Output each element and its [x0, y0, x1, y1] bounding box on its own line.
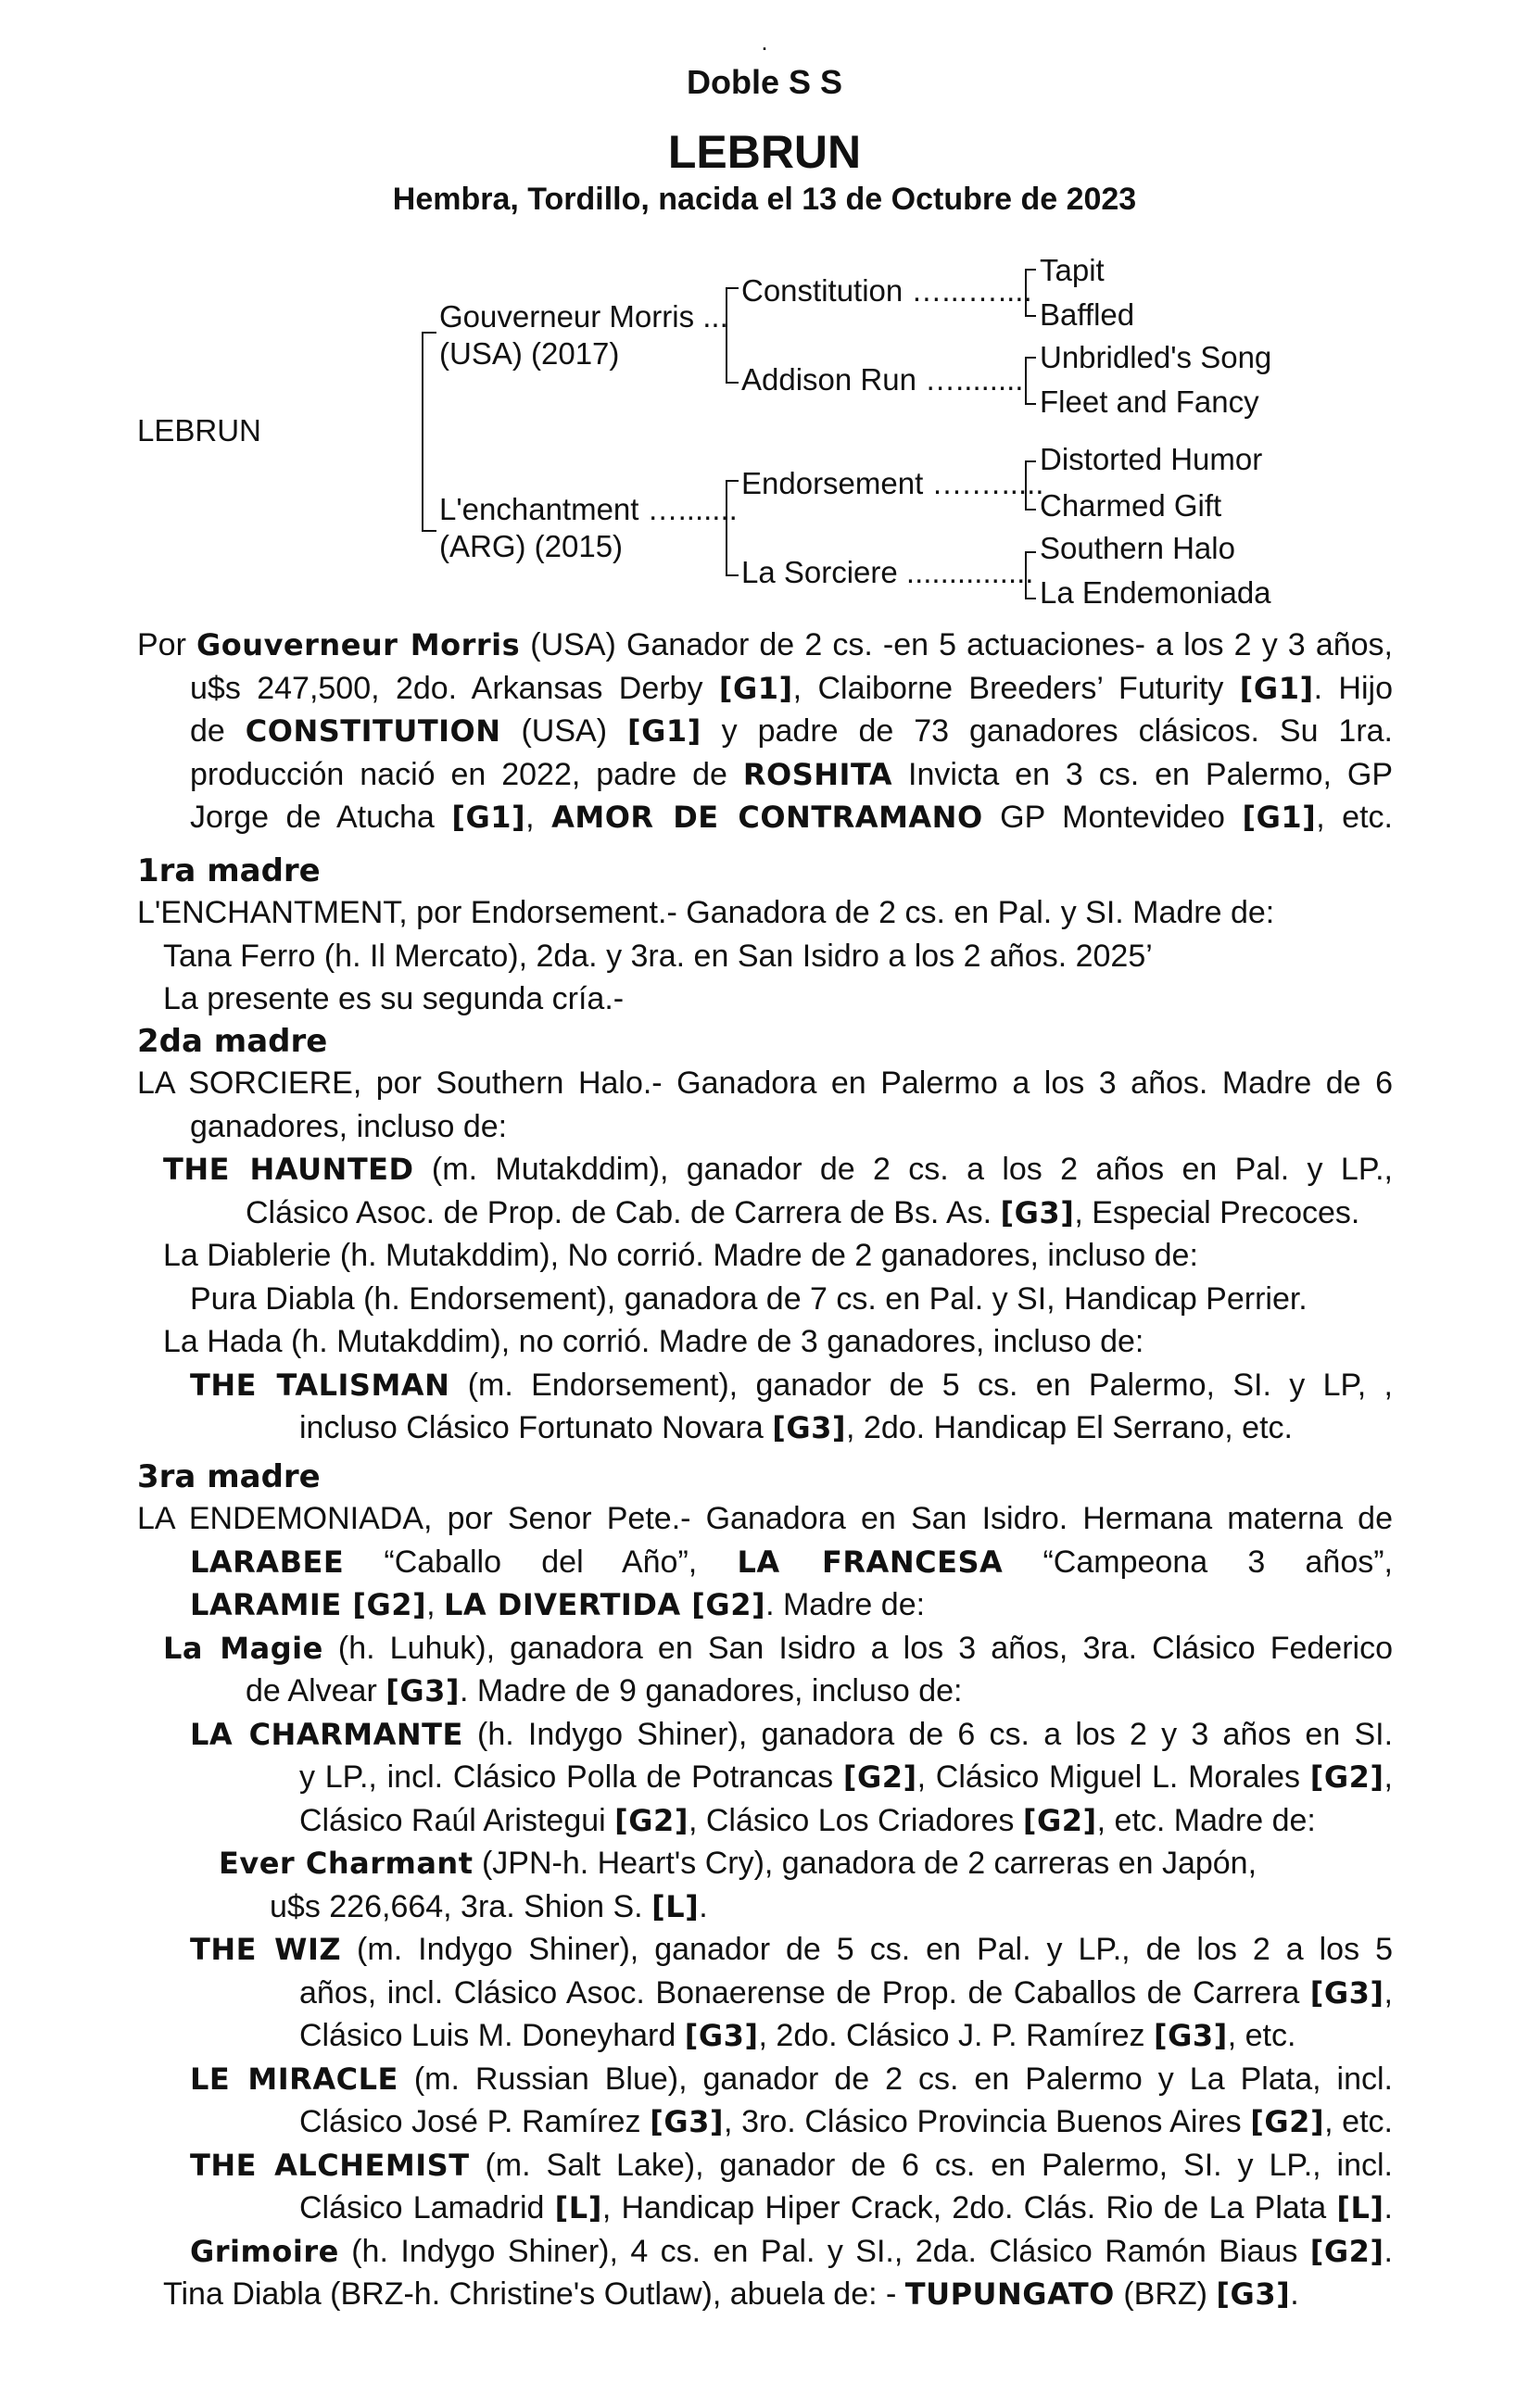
- text: Clásico Luis M. Doneyhard: [299, 2018, 685, 2053]
- text-line: ganadores, incluso de:: [190, 1108, 508, 1144]
- offspring-bold: La Magie: [163, 1630, 323, 1666]
- sire-paragraph: [137, 624, 1393, 839]
- offspring-bold: THE WIZ: [190, 1932, 342, 1967]
- text: , Claiborne Breeders’ Futurity: [792, 670, 1240, 706]
- text: Clásico Asoc. de Prop. de Cab. de Carrera de Bs. As.: [246, 1194, 1001, 1230]
- pedigree-dam: L'enchantment ….......: [439, 492, 738, 526]
- text: (h. Indygo Shiner), ganadora de 6 cs. a los 2 y 3 años en SI.: [462, 1716, 1393, 1752]
- second-dam-section: [137, 1062, 1393, 1450]
- text-line: LA SORCIERE, por Southern Halo.- Ganadora en Palermo a los 3 años. Madre de 6: [137, 1065, 1393, 1101]
- text-line: L'ENCHANTMENT, por Endorsement.- Ganadora de 2 cs. en Pal. y SI. Madre de:: [137, 895, 1275, 930]
- grade-badge: [G3]: [1153, 2018, 1228, 2053]
- text: u$s 247,500, 2do. Arkansas Derby: [190, 670, 719, 706]
- sire-name-bold: Gouverneur Morris: [196, 627, 521, 662]
- text: (h. Indygo Shiner), 4 cs. en Pal. y SI., 2da. Clásico Ramón Biaus: [338, 2233, 1310, 2269]
- relative-bold: LARABEE: [190, 1544, 345, 1580]
- text: .: [699, 1888, 708, 1924]
- text: .: [1290, 2276, 1299, 2312]
- text: Clásico Raúl Aristegui: [299, 1802, 615, 1838]
- text-line: La presente es su segunda cría.-: [163, 981, 625, 1016]
- bracket-gen3-3: [1025, 460, 1036, 511]
- grade-badge: [G1]: [718, 670, 793, 706]
- pedigree-g2: Baffled: [1040, 297, 1135, 332]
- text: Invicta en 3 cs. en Palermo, GP: [892, 756, 1393, 792]
- text: años, incl. Clásico Asoc. Bonaerense de Prop. de Caballos de Carrera: [299, 1974, 1310, 2011]
- pedigree-sire-sire: Constitution …...…....: [741, 273, 1032, 308]
- text: ,: [1384, 1759, 1393, 1795]
- offspring-bold: AMOR DE CONTRAMANO: [551, 800, 983, 835]
- text: , etc. Madre de:: [1096, 1802, 1316, 1838]
- pedigree-dam-sire: Endorsement ….….....: [741, 466, 1044, 500]
- grade-badge: [G1]: [626, 713, 701, 749]
- text: Por: [137, 627, 197, 662]
- text: . Madre de:: [765, 1587, 926, 1622]
- text: “Caballo del Año”,: [344, 1544, 738, 1580]
- text: (m. Mutakddim), ganador de 2 cs. a los 2 años en Pal. y LP.,: [413, 1152, 1393, 1187]
- header-dot: .: [761, 28, 768, 56]
- text-line: LA ENDEMONIADA, por Senor Pete.- Ganadora en San Isidro. Hermana materna de: [137, 1501, 1393, 1536]
- pedigree-sire-origin: (USA) (2017): [439, 336, 620, 371]
- pedigree-dam-dam: La Sorciere ...............: [741, 555, 1034, 589]
- pedigree-g7: Southern Halo: [1040, 531, 1235, 565]
- grade-badge: [G3]: [385, 1673, 460, 1708]
- grade-badge: [G1]: [1242, 800, 1317, 835]
- text: ,: [525, 800, 552, 835]
- text: producción nació en 2022, padre de: [190, 756, 743, 792]
- offspring-bold: Grimoire: [190, 2233, 339, 2269]
- text: Jorge de Atucha: [190, 800, 452, 835]
- text: (BRZ): [1114, 2276, 1217, 2312]
- text: , etc.: [1227, 2018, 1296, 2053]
- offspring-bold: Ever Charmant: [219, 1846, 474, 1881]
- text: .: [1384, 2233, 1393, 2269]
- second-dam-heading: 2da madre: [137, 1023, 328, 1060]
- grade-badge: [L]: [1336, 2190, 1384, 2225]
- text: (m. Endorsement), ganador de 5 cs. en Palermo, SI. y LP, ,: [449, 1367, 1393, 1403]
- pedigree-subject: LEBRUN: [137, 413, 261, 448]
- text: GP Montevideo: [982, 800, 1243, 835]
- bracket-gen3-4: [1025, 551, 1036, 599]
- text: , Especial Precoces.: [1074, 1194, 1360, 1230]
- text: (m. Indygo Shiner), ganador de 5 cs. en Pal. y LP., de los 2 a los 5: [341, 1932, 1393, 1967]
- text: Clásico José P. Ramírez: [299, 2104, 651, 2139]
- bracket-gen3-1: [1025, 269, 1036, 317]
- text: ,: [426, 1587, 444, 1622]
- bracket-dam: [726, 480, 739, 576]
- text-line: La Diablerie (h. Mutakddim), No corrió. Madre de 2 ganadores, incluso de:: [163, 1238, 1198, 1273]
- horse-description: Hembra, Tordillo, nacida el 13 de Octubre de 2023: [392, 182, 1137, 217]
- text: (m. Salt Lake), ganador de 6 cs. en Palermo, SI. y LP., incl.: [469, 2147, 1393, 2183]
- text: . Hijo: [1313, 670, 1393, 706]
- pedigree-g6: Charmed Gift: [1040, 488, 1222, 523]
- grade-badge: [G1]: [451, 800, 526, 835]
- offspring-bold: ROSHITA: [742, 756, 893, 792]
- pedigree-g1: Tapit: [1040, 253, 1105, 287]
- pedigree-g3: Unbridled's Song: [1040, 340, 1272, 374]
- text: (m. Russian Blue), ganador de 2 cs. en Palermo y La Plata, incl.: [398, 2061, 1393, 2097]
- sire-sire-bold: CONSTITUTION: [245, 713, 501, 749]
- text: , 3ro. Clásico Provincia Buenos Aires: [723, 2104, 1251, 2139]
- text: Clásico Lamadrid: [299, 2190, 555, 2225]
- bracket-gen3-2: [1025, 357, 1036, 405]
- relative-bold: LA FRANCESA: [737, 1544, 1004, 1580]
- grade-badge: [G3]: [1000, 1194, 1075, 1230]
- pedigree-sire: Gouverneur Morris ...: [439, 299, 728, 334]
- text-line: Pura Diabla (h. Endorsement), ganadora de 7 cs. en Pal. y SI, Handicap Perrier.: [190, 1280, 1308, 1317]
- text: , 2do. Handicap El Serrano, etc.: [846, 1410, 1293, 1445]
- horse-name-title: LEBRUN: [667, 126, 862, 178]
- text: y LP., incl. Clásico Polla de Potrancas: [299, 1759, 843, 1795]
- grade-badge: [G2]: [1309, 2233, 1384, 2269]
- third-dam-heading: 3ra madre: [137, 1458, 321, 1495]
- first-dam-section: [137, 891, 1393, 1021]
- pedigree-g8: La Endemoniada: [1040, 575, 1271, 610]
- grade-badge: [G3]: [1216, 2276, 1291, 2312]
- text-line: La Hada (h. Mutakddim), no corrió. Madre de 3 ganadores, incluso de:: [163, 1324, 1144, 1359]
- grade-badge: [G3]: [650, 2104, 724, 2139]
- text: incluso Clásico Fortunato Novara: [299, 1410, 773, 1445]
- text: Tina Diabla (BRZ-h. Christine's Outlaw), abuela de: -: [163, 2276, 905, 2312]
- grade-badge: [L]: [651, 1888, 700, 1924]
- text: “Campeona 3 años”,: [1003, 1544, 1393, 1580]
- text: (USA) Ganador de 2 cs. -en 5 actuaciones- a los 2 y 3 años,: [520, 627, 1393, 662]
- pedigree-g4: Fleet and Fancy: [1040, 385, 1259, 419]
- grade-badge: [G3]: [1309, 1974, 1384, 2011]
- text: , Handicap Hiper Crack, 2do. Clás. Rio de La Plata: [601, 2190, 1337, 2225]
- offspring-bold: TUPUNGATO: [904, 2276, 1115, 2312]
- offspring-bold: THE HAUNTED: [163, 1152, 414, 1187]
- grade-badge: [G3]: [772, 1410, 847, 1445]
- text: de Alvear: [246, 1673, 386, 1708]
- first-dam-heading: 1ra madre: [137, 852, 321, 889]
- offspring-bold: THE ALCHEMIST: [190, 2147, 470, 2183]
- grade-badge: [G2]: [1022, 1802, 1097, 1838]
- relative-bold: LARAMIE [G2]: [190, 1587, 427, 1622]
- text: u$s 226,664, 3ra. Shion S.: [270, 1888, 652, 1924]
- stud-name: Doble S S: [686, 63, 843, 101]
- grade-badge: [L]: [554, 2190, 602, 2225]
- third-dam-section: [137, 1497, 1393, 2316]
- text: (JPN-h. Heart's Cry), ganadora de 2 carreras en Japón,: [473, 1846, 1257, 1881]
- bracket-sire: [726, 287, 739, 384]
- pedigree-sire-dam: Addison Run …........: [741, 362, 1024, 397]
- text-line: Tana Ferro (h. Il Mercato), 2da. y 3ra. en San Isidro a los 2 años. 2025’: [163, 938, 1153, 974]
- offspring-bold: THE TALISMAN: [190, 1367, 450, 1403]
- text: . Madre de 9 ganadores, incluso de:: [460, 1673, 963, 1708]
- text: , etc.: [1316, 800, 1393, 835]
- offspring-bold: LA CHARMANTE: [190, 1716, 463, 1752]
- grade-badge: [G2]: [1309, 1759, 1384, 1795]
- text: (h. Luhuk), ganadora en San Isidro a los 3 años, 3ra. Clásico Federico: [322, 1630, 1393, 1666]
- text: , etc.: [1324, 2104, 1393, 2139]
- grade-badge: [G2]: [614, 1802, 689, 1838]
- text: (USA): [500, 713, 627, 749]
- text: de: [190, 713, 246, 749]
- text: ,: [1384, 1974, 1393, 2011]
- text: , Clásico Miguel L. Morales: [916, 1759, 1310, 1795]
- text: , Clásico Los Criadores: [688, 1802, 1023, 1838]
- pedigree-dam-origin: (ARG) (2015): [439, 529, 624, 563]
- grade-badge: [G2]: [842, 1759, 917, 1795]
- text: y padre de 73 ganadores clásicos. Su 1ra.: [701, 713, 1393, 749]
- grade-badge: [G1]: [1239, 670, 1314, 706]
- bracket-gen1: [422, 332, 436, 532]
- grade-badge: [G2]: [1250, 2104, 1325, 2139]
- pedigree-g5: Distorted Humor: [1040, 442, 1263, 476]
- text: , 2do. Clásico J. P. Ramírez: [758, 2018, 1154, 2053]
- relative-bold: LA DIVERTIDA [G2]: [444, 1587, 766, 1622]
- grade-badge: [G3]: [684, 2018, 759, 2053]
- text: .: [1384, 2190, 1393, 2225]
- offspring-bold: LE MIRACLE: [190, 2061, 398, 2097]
